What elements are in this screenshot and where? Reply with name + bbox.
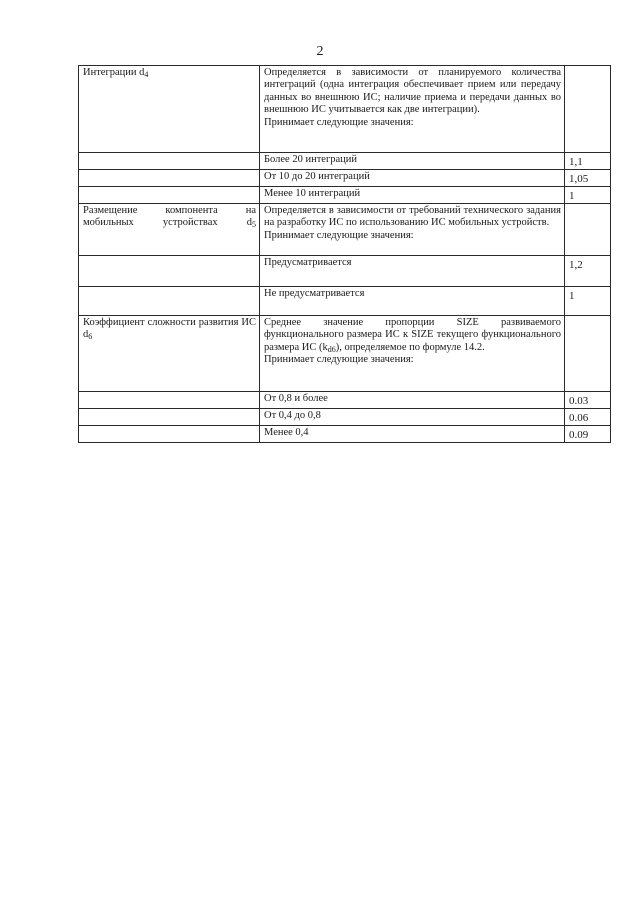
empty-cell [79,153,260,170]
empty-cell [79,256,260,287]
option-value: 0.06 [565,409,611,426]
option-label: Более 20 интеграций [260,153,565,170]
option-label: Предусматривается [260,256,565,287]
parameter-name: Интеграции $d_4$ [79,66,260,153]
option-value: 1,2 [565,256,611,287]
table-row [79,153,611,170]
parameter-description: Определяется в зависимости от планируемого количества интеграций (одна интеграция обеспечивает прием или передачу данных во внешнюю ИС; наличие приема и передачи данных во внешнюю ИС учитывается как две интеграции). Принимает следующие значения: [260,66,565,153]
option-label: От 10 до 20 интеграций [260,170,565,187]
table-row [79,316,611,392]
table-row [79,66,611,153]
value-cell [565,66,611,153]
option-label: Менее 10 интеграций [260,187,565,204]
empty-cell [79,409,260,426]
empty-cell [79,287,260,316]
table-row [79,409,611,426]
option-label: Не предусматривается [260,287,565,316]
table-row [79,426,611,443]
option-label: Менее 0,4 [260,426,565,443]
table-row [79,204,611,256]
empty-cell [79,170,260,187]
parameter-name: Коэффициент сложности развития ИС $d_6$ [79,316,260,392]
option-value: 1 [565,187,611,204]
table-row [79,170,611,187]
parameter-description: Определяется в зависимости от требований технического задания на разработку ИС по использованию ИС мобильных устройств. Принимает следующие значения: [260,204,565,256]
value-cell [565,204,611,256]
option-value: 0.03 [565,392,611,409]
option-value: 1,05 [565,170,611,187]
option-label: От 0,4 до 0,8 [260,409,565,426]
parameter-description: Среднее значение пропорции SIZE развиваемого функционального размера ИС к SIZE текущего функционального размера ИС $(k_{d6})$, определяемое по формуле 14.2. Принимает следующие значения: [260,316,565,392]
coefficients-table [78,65,611,443]
option-value: 1,1 [565,153,611,170]
empty-cell [79,426,260,443]
page-number: 2 [316,44,324,59]
table-row [79,187,611,204]
table-row [79,392,611,409]
empty-cell [79,392,260,409]
table-row [79,256,611,287]
option-value: 1 [565,287,611,316]
table-row [79,287,611,316]
empty-cell [79,187,260,204]
option-value: 0.09 [565,426,611,443]
parameter-name: Размещение компонента на мобильных устройствах $d_5$ [79,204,260,256]
value-cell [565,316,611,392]
option-label: От 0,8 и более [260,392,565,409]
